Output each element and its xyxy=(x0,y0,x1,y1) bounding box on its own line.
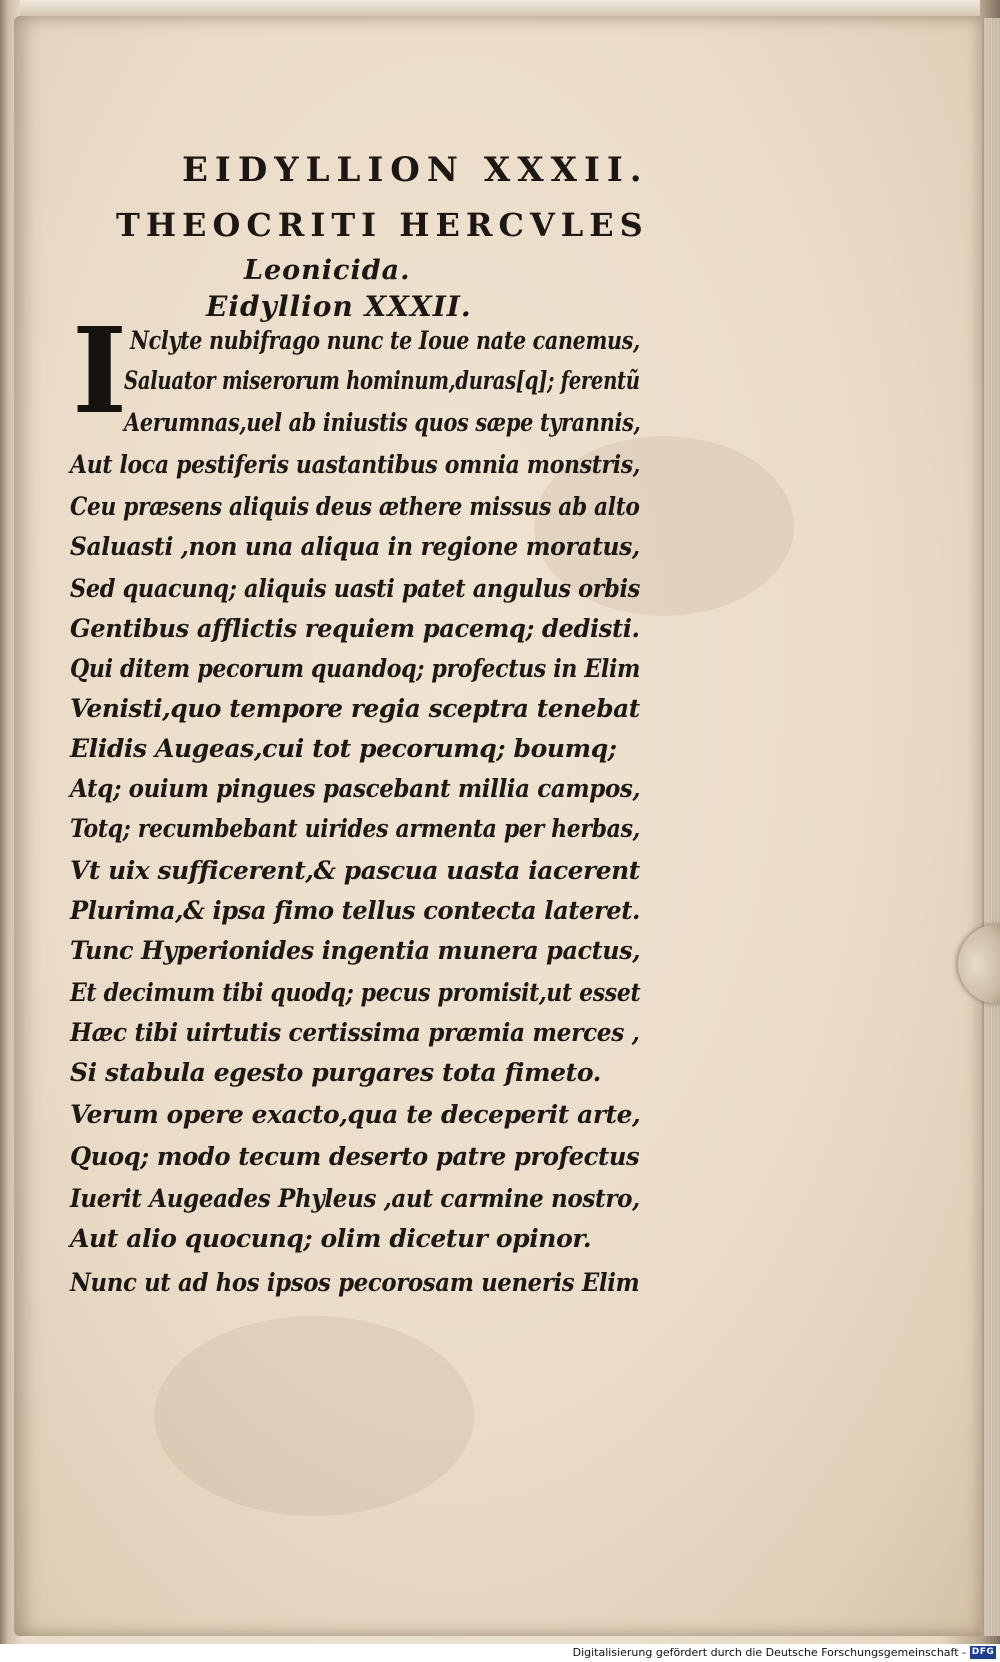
verse-line: Gentibus afflictis requiem pacemq; dedisti. xyxy=(70,614,640,643)
verse-line: Nclyte nubifrago nunc te Ioue nate canemus, xyxy=(130,326,640,355)
verse-line: Qui ditem pecorum quandoq; profectus in Elim xyxy=(70,654,641,683)
verse-line: Plurima,& ipsa fimo tellus contecta lateret. xyxy=(70,896,641,925)
verse-line: Totq; recumbebant uirides armenta per herbas, xyxy=(70,814,640,843)
verse-line: Venisti,quo tempore regia sceptra tenebat xyxy=(70,694,640,723)
verse-line: Ceu præsens aliquis deus æthere missus ab alto xyxy=(70,492,640,521)
verse-line: Verum opere exacto,qua te deceperit arte, xyxy=(70,1100,641,1129)
drop-cap: I xyxy=(72,301,128,440)
subtitle-heading: Leonicida. xyxy=(244,255,411,286)
verse-line: Elidis Augeas,cui tot pecorumq; boumq; xyxy=(70,734,617,763)
verse-line: Si stabula egesto purgares tota fimeto. xyxy=(70,1058,601,1087)
verse-line: Aut alio quocunq; olim dicetur opinor. xyxy=(70,1224,592,1253)
verse-line: Nunc ut ad hos ipsos pecorosam ueneris Elim xyxy=(70,1268,640,1297)
verse-line: Aerumnas,uel ab iniustis quos sæpe tyrannis, xyxy=(124,408,641,437)
digitization-credit: Digitalisierung gefördert durch die Deutsche Forschungsgemeinschaft - xyxy=(572,1646,966,1659)
verse-line: Aut loca pestiferis uastantibus omnia monstris, xyxy=(70,450,641,479)
verse-line: Et decimum tibi quodq; pecus promisit,ut esset xyxy=(70,978,641,1007)
verse-line: Iuerit Augeades Phyleus ,aut carmine nostro, xyxy=(70,1184,640,1213)
idyll-heading: Eidyllion XXXII. xyxy=(206,290,472,323)
verse-line: Saluasti ,non una aliqua in regione moratus, xyxy=(70,532,640,561)
verse-line: Quoq; modo tecum deserto patre profectus xyxy=(70,1142,640,1171)
verse-line: Atq; ouium pingues pascebant millia campos, xyxy=(70,774,641,803)
verse-line: Vt uix sufficerent,& pascua uasta iacerent xyxy=(70,856,640,885)
verse-line: Sed quacunq; aliquis uasti patet angulus orbis xyxy=(70,574,640,603)
verse-line: Saluator miserorum hominum,duras[q]; ferentũ xyxy=(124,366,640,395)
verse-line: Tunc Hyperionides ingentia munera pactus, xyxy=(70,936,641,965)
section-heading: EIDYLLION XXXII. xyxy=(182,150,649,190)
verse-line: Hæc tibi uirtutis certissima præmia merces , xyxy=(70,1018,640,1047)
title-heading: THEOCRITI HERCVLES xyxy=(116,206,649,244)
dfg-logo: DFG xyxy=(971,1647,995,1657)
